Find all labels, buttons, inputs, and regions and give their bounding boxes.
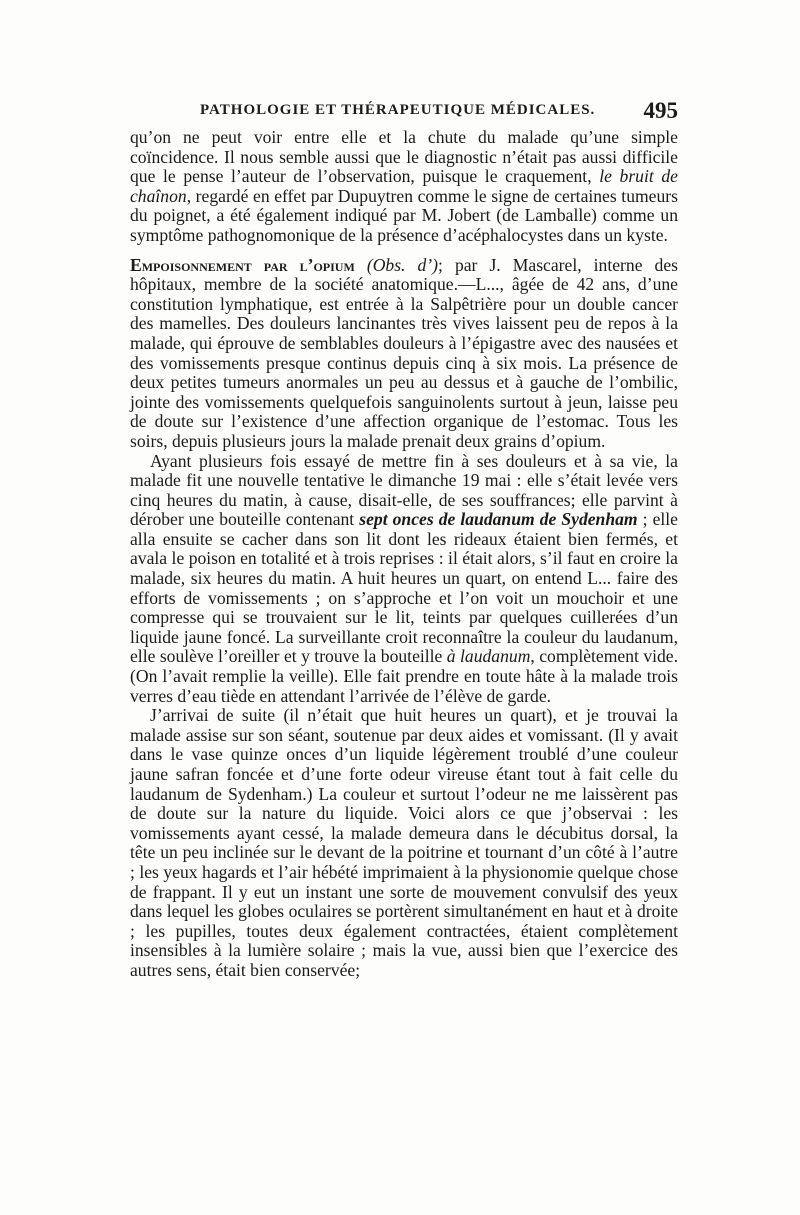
paragraph-attempt-dose: sept onces de laudanum de Sydenham xyxy=(359,509,638,530)
paragraph-attempt-text-a: Ayant plusieurs fois essayé de mettre fin à ses douleurs et à sa vie, la malade fit une nouvelle tentative le dimanche 19 mai : elle s’était levée vers cinq heures du matin, à cause, disait-elle, de ses souffrances; elle parvint à dérober une bouteille contenant xyxy=(130,450,678,530)
main-text xyxy=(130,128,678,981)
paragraph-intro xyxy=(130,128,678,246)
paragraph-attempt xyxy=(130,452,678,707)
case-heading: Empoisonnement par l’opium xyxy=(130,254,355,275)
case-observation-ref: (Obs. d’) xyxy=(366,254,439,275)
running-title: PATHOLOGIE ET THÉRAPEUTIQUE MÉDICALES. xyxy=(200,102,596,118)
paragraph-intro-text-c: , regardé en effet par Dupuytren comme le signe de certaines tumeurs du poignet, a été également indiqué par M. Jobert (de Lamballe) comme un symptôme pathognomonique de la présence d’acéphalocystes dans un kyste. xyxy=(130,185,678,245)
paragraph-attempt-text-c: ; elle alla ensuite se cacher dans son lit dont les rideaux étaient bien fermés, et avala le poison en totalité et à trois reprises : il était alors, s’il faut en croire la malade, six heures du matin. A huit heures un quart, on entend L... faire des efforts de vomissements ; on s’approche et l’on voit un mouchoir et une compresse qui se trouvaient sur le lit, teints par quelques cuillerées d’un liquide jaune foncé. La surveillante croit reconnaître la couleur du laudanum, elle soulève l’oreiller et y trouve la bouteille xyxy=(130,509,678,667)
page-number: 495 xyxy=(643,98,678,123)
paragraph-intro-italic: le bruit de chaînon xyxy=(130,166,678,206)
paragraph-arrival-text: J’arrivai de suite (il n’était que huit heures un quart), et je trouvai la malade assise sur son séant, soutenue par deux aides et vomissant. (Il y avait dans le vase quinze onces d’un liquide légèrement troublé d’une couleur jaune safran foncée et d’une forte odeur vireuse étant tout à fait celle du laudanum de Sydenham.) La couleur et surtout l’odeur ne me laissèrent pas de doute sur la nature du liquide. Voici alors ce que j’observai : les vomissements ayant cessé, la malade demeura dans le décubitus dorsal, la tête un peu inclinée sur le devant de la poitrine et tournant d’un côté à l’autre ; les yeux hagards et l’air hébété imprimaient à la physionomie quelque chose de frappant. Il y eut un instant une sorte de mouvement convulsif des yeux dans lequel les globes oculaires se portèrent simultanément en haut et à droite ; les pupilles, toutes deux également contractées, étaient complètement insensibles à la lumière solaire ; mais la vue, aussi bien que l’exercice des autres sens, était bien conservée; xyxy=(130,705,678,980)
paragraph-attempt-bottle: à laudanum xyxy=(446,646,531,667)
paragraph-intro-text-a: qu’on ne peut voir entre elle et la chute du malade qu’une simple coïncidence. Il nous semble aussi que le diagnostic n’était pas aussi difficile que le pense l’auteur de l’observation, puisque le craquement, xyxy=(130,127,678,187)
running-header xyxy=(130,100,678,126)
paragraph-case-summary xyxy=(130,256,678,452)
case-summary-text: ; par J. Mascarel, interne des hôpitaux, membre de la société anatomique.—L..., âgée de 42 ans, d’une constitution lymphatique, est entrée à la Salpêtrière pour un double cancer des mamelles. Des douleurs lancinantes très vives laissent peu de repos à la malade, qui éprouve de semblables douleurs à l’épigastre avec des nausées et des vomissements presque continus depuis cinq à six mois. La présence de deux petites tumeurs anormales un peu au dessus et à gauche de l’ombilic, jointe des vomissements quelquefois sanguinolents surtout à jeun, laisse peu de doute sur l’existence d’une affection organique de l’estomac. Tous les soirs, depuis plusieurs jours la malade prenait deux grains d’opium. xyxy=(130,254,678,451)
paragraph-arrival xyxy=(130,706,678,980)
paragraph-attempt-text-e: , complètement vide. (On l’avait remplie la veille). Elle fait prendre en toute hâte à la malade trois verres d’eau tiède en attendant l’arrivée de l’élève de garde. xyxy=(130,646,679,706)
